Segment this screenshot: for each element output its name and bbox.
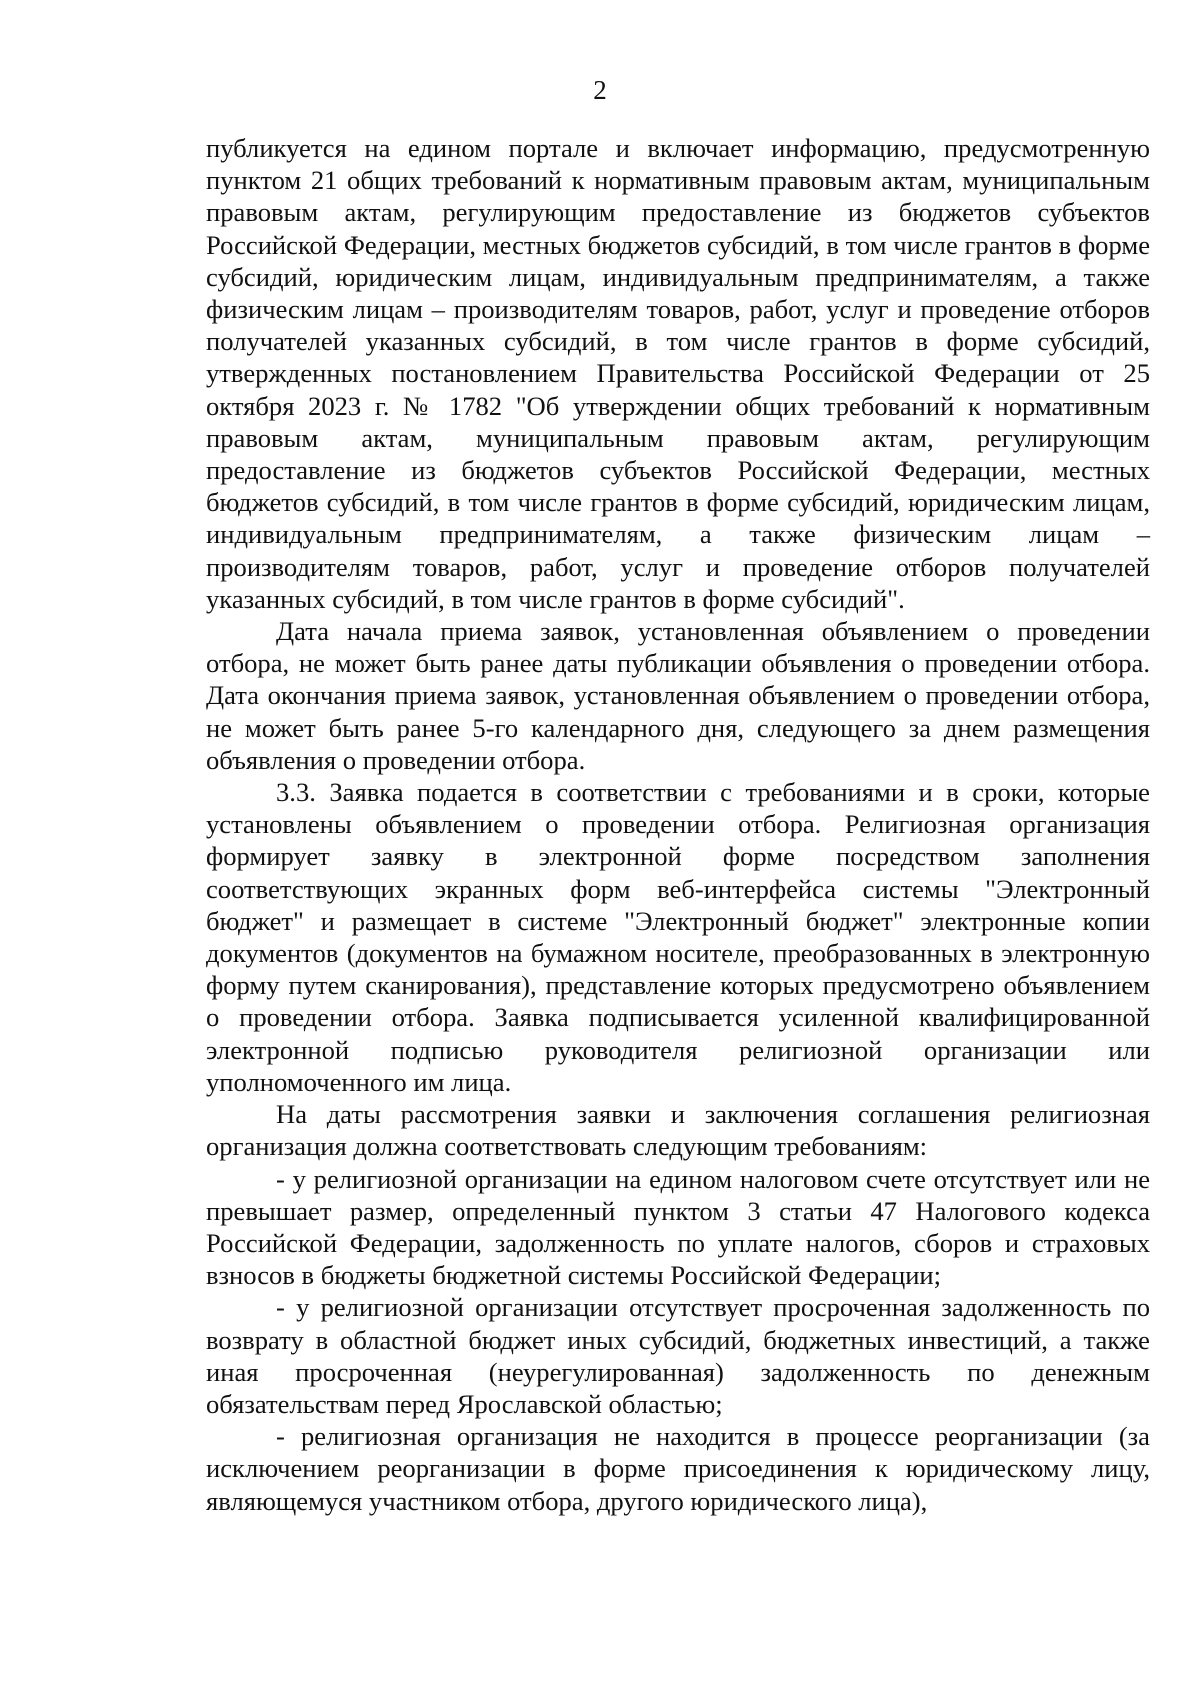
list-item-reorganization: - религиозная организация не находится в процессе реорганизации (за исключением реорганизации в форме присоединения к юридическому лицу, являющемуся участником отбора, другого юридического лица),	[206, 1421, 1150, 1516]
list-item-overdue-debt: - у религиозной организации отсутствует просроченная задолженность по возврату в областной бюджет иных субсидий, бюджетных инвестиций, а также иная просроченная (неурегулированная) задолженность по денежным обязательствам перед Ярославской областью;	[206, 1292, 1150, 1419]
paragraph-application-dates: Дата начала приема заявок, установленная объявлением о проведении отбора, не может быть ранее даты публикации объявления о проведении отбора. Дата окончания приема заявок, установленная объявлением о проведении отбора, не может быть ранее 5-го календарного дня, следующего за днем размещения объявления о проведении отбора.	[206, 616, 1150, 775]
page-number: 2	[593, 75, 607, 105]
document-body	[206, 132, 1150, 1517]
paragraph-organization-requirements: На даты рассмотрения заявки и заключения соглашения религиозная организация должна соответствовать следующим требованиям:	[206, 1099, 1150, 1162]
paragraph-section-3-3: 3.3. Заявка подается в соответствии с требованиями и в сроки, которые установлены объявлением о проведении отбора. Религиозная организация формирует заявку в электронной форме посредством заполнения соответствующих экранных форм веб-интерфейса системы "Электронный бюджет" и размещает в системе "Электронный бюджет" электронные копии документов (документов на бумажном носителе, преобразованных в электронную форму путем сканирования), представление которых предусмотрено объявлением о проведении отбора. Заявка подписывается усиленной квалифицированной электронной подписью руководителя религиозной организации или уполномоченного им лица.	[206, 777, 1150, 1097]
paragraph-requirements-reference: публикуется на едином портале и включает информацию, предусмотренную пунктом 21 общих требований к нормативным правовым актам, муниципальным правовым актам, регулирующим предоставление из бюджетов субъектов Российской Федерации, местных бюджетов субсидий, в том числе грантов в форме субсидий, юридическим лицам, индивидуальным предпринимателям, а также физическим лицам – производителям товаров, работ, услуг и проведение отборов получателей указанных субсидий, в том числе грантов в форме субсидий, утвержденных постановлением Правительства Российской Федерации от 25 октября 2023 г. № 1782 "Об утверждении общих требований к нормативным правовым актам, муниципальным правовым актам, регулирующим предоставление из бюджетов субъектов Российской Федерации, местных бюджетов субсидий, в том числе грантов в форме субсидий, юридическим лицам, индивидуальным предпринимателям, а также физическим лицам – производителям товаров, работ, услуг и проведение отборов получателей указанных субсидий, в том числе грантов в форме субсидий".	[206, 133, 1150, 614]
list-item-tax-debt: - у религиозной организации на едином налоговом счете отсутствует или не превышает размер, определенный пунктом 3 статьи 47 Налогового кодекса Российской Федерации, задолженность по уплате налогов, сборов и страховых взносов в бюджеты бюджетной системы Российской Федерации;	[206, 1163, 1150, 1291]
